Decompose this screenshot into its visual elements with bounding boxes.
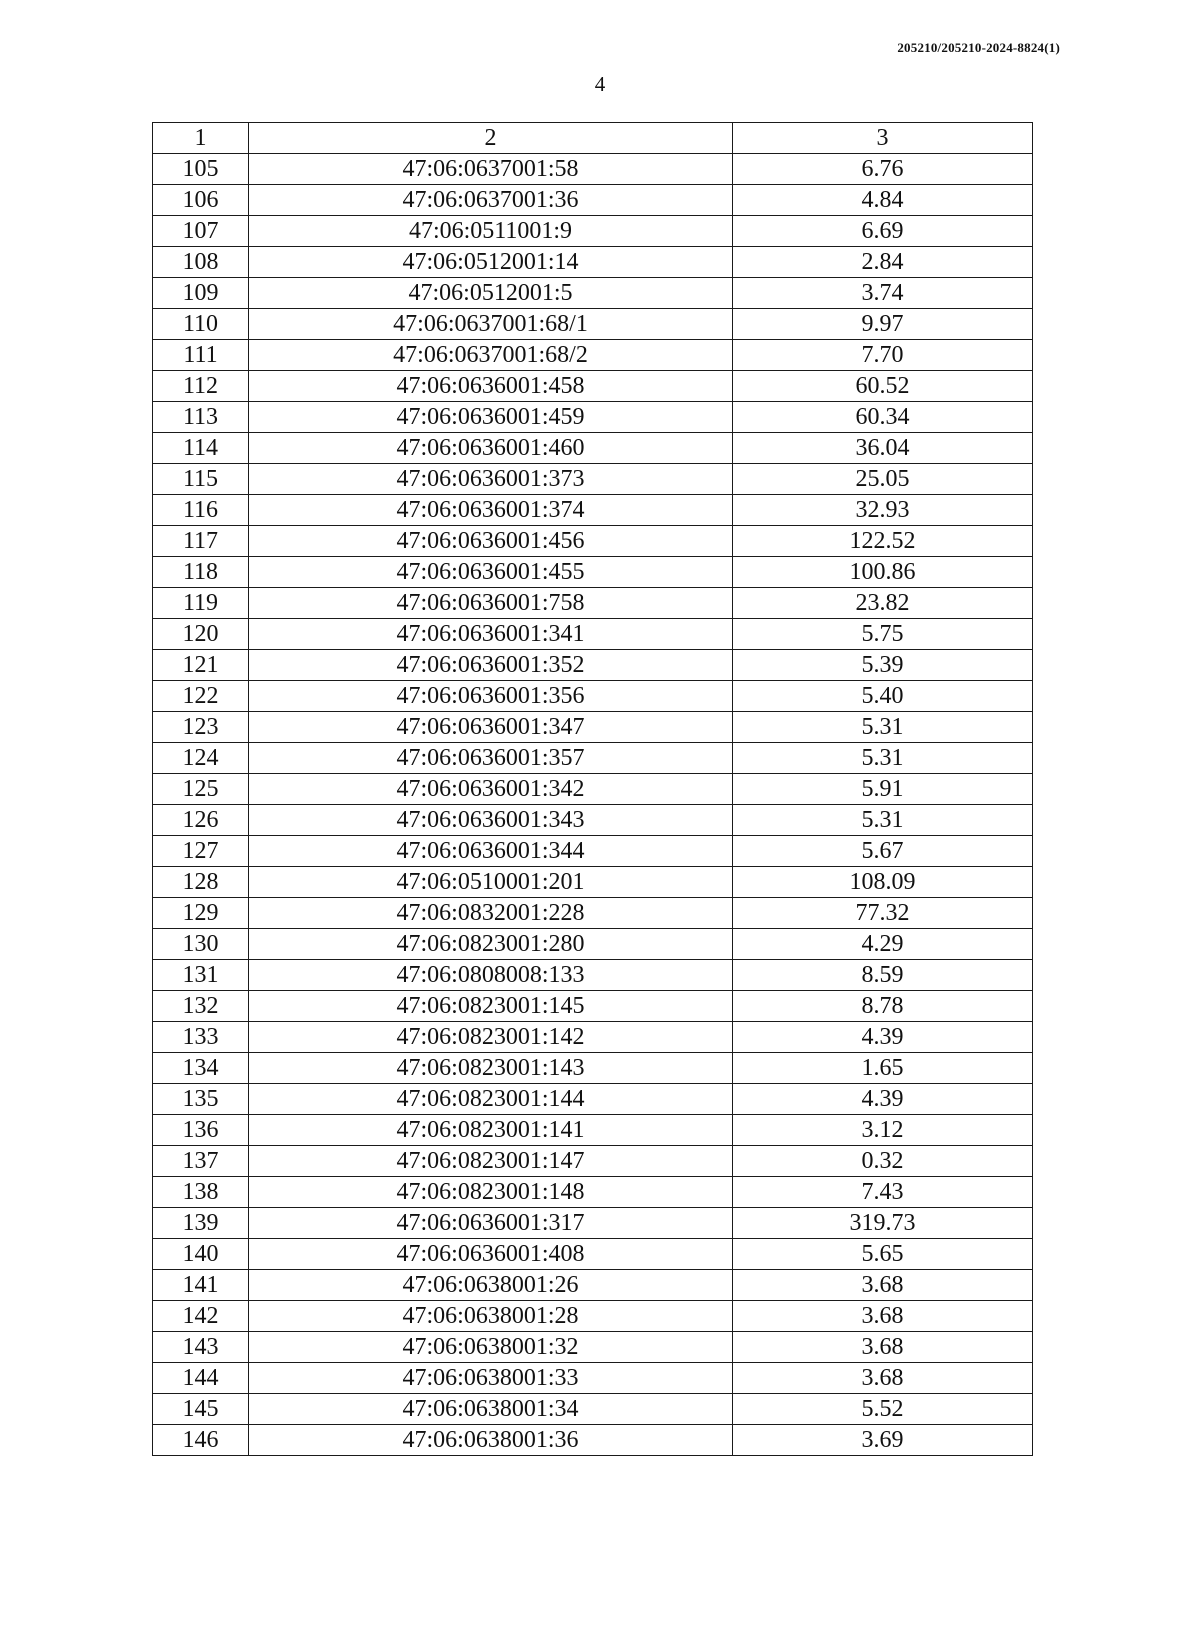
row-number-cell: 132 xyxy=(153,991,249,1022)
cadastral-number-cell: 47:06:0636001:341 xyxy=(249,619,733,650)
cadastral-number-cell: 47:06:0636001:458 xyxy=(249,371,733,402)
cadastral-number-cell: 47:06:0823001:145 xyxy=(249,991,733,1022)
value-cell: 3.68 xyxy=(733,1301,1033,1332)
row-number-cell: 130 xyxy=(153,929,249,960)
row-number-cell: 118 xyxy=(153,557,249,588)
cadastral-number-cell: 47:06:0636001:344 xyxy=(249,836,733,867)
table-row xyxy=(153,1053,1033,1084)
table-row xyxy=(153,650,1033,681)
row-number-cell: 108 xyxy=(153,247,249,278)
row-number-cell: 136 xyxy=(153,1115,249,1146)
row-number-cell: 111 xyxy=(153,340,249,371)
value-cell: 5.31 xyxy=(733,805,1033,836)
value-cell: 100.86 xyxy=(733,557,1033,588)
value-cell: 6.69 xyxy=(733,216,1033,247)
value-cell: 5.52 xyxy=(733,1394,1033,1425)
table-row xyxy=(153,1301,1033,1332)
table-row xyxy=(153,1115,1033,1146)
value-cell: 4.39 xyxy=(733,1084,1033,1115)
data-table xyxy=(152,122,1033,1456)
table-row xyxy=(153,1208,1033,1239)
cadastral-number-cell: 47:06:0636001:459 xyxy=(249,402,733,433)
value-cell: 5.65 xyxy=(733,1239,1033,1270)
table-row xyxy=(153,1394,1033,1425)
value-cell: 2.84 xyxy=(733,247,1033,278)
table-row xyxy=(153,1425,1033,1456)
value-cell: 5.39 xyxy=(733,650,1033,681)
cadastral-number-cell: 47:06:0808008:133 xyxy=(249,960,733,991)
table-row xyxy=(153,960,1033,991)
cadastral-number-cell: 47:06:0823001:147 xyxy=(249,1146,733,1177)
table-row xyxy=(153,309,1033,340)
cadastral-number-cell: 47:06:0636001:317 xyxy=(249,1208,733,1239)
row-number-cell: 139 xyxy=(153,1208,249,1239)
row-number-cell: 143 xyxy=(153,1332,249,1363)
table-row xyxy=(153,433,1033,464)
value-cell: 4.84 xyxy=(733,185,1033,216)
row-number-cell: 145 xyxy=(153,1394,249,1425)
column-header-3: 3 xyxy=(733,123,1033,154)
page-number: 4 xyxy=(594,72,606,96)
column-header-1: 1 xyxy=(153,123,249,154)
cadastral-number-cell: 47:06:0832001:228 xyxy=(249,898,733,929)
cadastral-number-cell: 47:06:0510001:201 xyxy=(249,867,733,898)
table-row xyxy=(153,402,1033,433)
value-cell: 5.31 xyxy=(733,743,1033,774)
table-row xyxy=(153,836,1033,867)
value-cell: 36.04 xyxy=(733,433,1033,464)
cadastral-number-cell: 47:06:0823001:143 xyxy=(249,1053,733,1084)
table-row xyxy=(153,1084,1033,1115)
value-cell: 5.91 xyxy=(733,774,1033,805)
value-cell: 32.93 xyxy=(733,495,1033,526)
cadastral-number-cell: 47:06:0636001:343 xyxy=(249,805,733,836)
value-cell: 3.69 xyxy=(733,1425,1033,1456)
value-cell: 8.78 xyxy=(733,991,1033,1022)
row-number-cell: 112 xyxy=(153,371,249,402)
table-row xyxy=(153,991,1033,1022)
table-row xyxy=(153,681,1033,712)
table-row xyxy=(153,526,1033,557)
cadastral-number-cell: 47:06:0637001:36 xyxy=(249,185,733,216)
cadastral-number-cell: 47:06:0636001:455 xyxy=(249,557,733,588)
row-number-cell: 109 xyxy=(153,278,249,309)
row-number-cell: 134 xyxy=(153,1053,249,1084)
cadastral-number-cell: 47:06:0511001:9 xyxy=(249,216,733,247)
value-cell: 0.32 xyxy=(733,1146,1033,1177)
cadastral-number-cell: 47:06:0636001:352 xyxy=(249,650,733,681)
cadastral-number-cell: 47:06:0637001:68/2 xyxy=(249,340,733,371)
value-cell: 5.67 xyxy=(733,836,1033,867)
cadastral-number-cell: 47:06:0636001:456 xyxy=(249,526,733,557)
cadastral-number-cell: 47:06:0638001:28 xyxy=(249,1301,733,1332)
table-row xyxy=(153,619,1033,650)
row-number-cell: 117 xyxy=(153,526,249,557)
row-number-cell: 107 xyxy=(153,216,249,247)
value-cell: 5.40 xyxy=(733,681,1033,712)
table-row xyxy=(153,867,1033,898)
value-cell: 4.39 xyxy=(733,1022,1033,1053)
value-cell: 60.34 xyxy=(733,402,1033,433)
table-row xyxy=(153,340,1033,371)
cadastral-number-cell: 47:06:0636001:347 xyxy=(249,712,733,743)
cadastral-number-cell: 47:06:0636001:373 xyxy=(249,464,733,495)
cadastral-number-cell: 47:06:0636001:357 xyxy=(249,743,733,774)
value-cell: 3.68 xyxy=(733,1270,1033,1301)
row-number-cell: 146 xyxy=(153,1425,249,1456)
table-row xyxy=(153,929,1033,960)
cadastral-number-cell: 47:06:0636001:356 xyxy=(249,681,733,712)
table-body xyxy=(153,154,1033,1456)
cadastral-number-cell: 47:06:0823001:144 xyxy=(249,1084,733,1115)
row-number-cell: 133 xyxy=(153,1022,249,1053)
row-number-cell: 137 xyxy=(153,1146,249,1177)
row-number-cell: 138 xyxy=(153,1177,249,1208)
value-cell: 60.52 xyxy=(733,371,1033,402)
table-row xyxy=(153,805,1033,836)
cadastral-number-cell: 47:06:0636001:408 xyxy=(249,1239,733,1270)
table-row xyxy=(153,588,1033,619)
table-row xyxy=(153,557,1033,588)
cadastral-number-cell: 47:06:0823001:280 xyxy=(249,929,733,960)
row-number-cell: 115 xyxy=(153,464,249,495)
column-header-2: 2 xyxy=(249,123,733,154)
row-number-cell: 110 xyxy=(153,309,249,340)
row-number-cell: 121 xyxy=(153,650,249,681)
table-row xyxy=(153,278,1033,309)
table-row xyxy=(153,774,1033,805)
table-row xyxy=(153,495,1033,526)
row-number-cell: 116 xyxy=(153,495,249,526)
cadastral-number-cell: 47:06:0638001:33 xyxy=(249,1363,733,1394)
row-number-cell: 141 xyxy=(153,1270,249,1301)
cadastral-number-cell: 47:06:0637001:68/1 xyxy=(249,309,733,340)
cadastral-number-cell: 47:06:0636001:460 xyxy=(249,433,733,464)
value-cell: 77.32 xyxy=(733,898,1033,929)
row-number-cell: 128 xyxy=(153,867,249,898)
value-cell: 5.31 xyxy=(733,712,1033,743)
row-number-cell: 119 xyxy=(153,588,249,619)
row-number-cell: 124 xyxy=(153,743,249,774)
table-row xyxy=(153,1146,1033,1177)
value-cell: 3.12 xyxy=(733,1115,1033,1146)
header-row xyxy=(153,123,1033,154)
row-number-cell: 106 xyxy=(153,185,249,216)
cadastral-number-cell: 47:06:0637001:58 xyxy=(249,154,733,185)
value-cell: 5.75 xyxy=(733,619,1033,650)
table-row xyxy=(153,154,1033,185)
row-number-cell: 120 xyxy=(153,619,249,650)
row-number-cell: 140 xyxy=(153,1239,249,1270)
table-row xyxy=(153,743,1033,774)
value-cell: 4.29 xyxy=(733,929,1033,960)
value-cell: 7.70 xyxy=(733,340,1033,371)
row-number-cell: 127 xyxy=(153,836,249,867)
cadastral-number-cell: 47:06:0636001:374 xyxy=(249,495,733,526)
row-number-cell: 125 xyxy=(153,774,249,805)
table-row xyxy=(153,1270,1033,1301)
value-cell: 8.59 xyxy=(733,960,1033,991)
row-number-cell: 129 xyxy=(153,898,249,929)
cadastral-number-cell: 47:06:0823001:141 xyxy=(249,1115,733,1146)
value-cell: 122.52 xyxy=(733,526,1033,557)
table-header xyxy=(153,123,1033,154)
cadastral-number-cell: 47:06:0638001:26 xyxy=(249,1270,733,1301)
row-number-cell: 105 xyxy=(153,154,249,185)
value-cell: 7.43 xyxy=(733,1177,1033,1208)
cadastral-number-cell: 47:06:0638001:32 xyxy=(249,1332,733,1363)
table-row xyxy=(153,185,1033,216)
table-row xyxy=(153,371,1033,402)
row-number-cell: 135 xyxy=(153,1084,249,1115)
table-row xyxy=(153,898,1033,929)
table-row xyxy=(153,1363,1033,1394)
cadastral-number-cell: 47:06:0636001:758 xyxy=(249,588,733,619)
row-number-cell: 126 xyxy=(153,805,249,836)
cadastral-number-cell: 47:06:0512001:5 xyxy=(249,278,733,309)
value-cell: 1.65 xyxy=(733,1053,1033,1084)
cadastral-number-cell: 47:06:0823001:148 xyxy=(249,1177,733,1208)
cadastral-number-cell: 47:06:0636001:342 xyxy=(249,774,733,805)
cadastral-number-cell: 47:06:0512001:14 xyxy=(249,247,733,278)
cadastral-number-cell: 47:06:0823001:142 xyxy=(249,1022,733,1053)
table-row xyxy=(153,712,1033,743)
row-number-cell: 142 xyxy=(153,1301,249,1332)
table-row xyxy=(153,1332,1033,1363)
row-number-cell: 114 xyxy=(153,433,249,464)
row-number-cell: 131 xyxy=(153,960,249,991)
table-row xyxy=(153,1239,1033,1270)
row-number-cell: 122 xyxy=(153,681,249,712)
table-row xyxy=(153,1177,1033,1208)
row-number-cell: 144 xyxy=(153,1363,249,1394)
value-cell: 3.68 xyxy=(733,1332,1033,1363)
cadastral-number-cell: 47:06:0638001:34 xyxy=(249,1394,733,1425)
table-row xyxy=(153,464,1033,495)
value-cell: 25.05 xyxy=(733,464,1033,495)
value-cell: 6.76 xyxy=(733,154,1033,185)
row-number-cell: 113 xyxy=(153,402,249,433)
document-id: 205210/205210-2024-8824(1) xyxy=(897,40,1060,55)
table-row xyxy=(153,247,1033,278)
value-cell: 3.68 xyxy=(733,1363,1033,1394)
value-cell: 23.82 xyxy=(733,588,1033,619)
row-number-cell: 123 xyxy=(153,712,249,743)
table-row xyxy=(153,216,1033,247)
value-cell: 9.97 xyxy=(733,309,1033,340)
value-cell: 319.73 xyxy=(733,1208,1033,1239)
value-cell: 3.74 xyxy=(733,278,1033,309)
value-cell: 108.09 xyxy=(733,867,1033,898)
cadastral-number-cell: 47:06:0638001:36 xyxy=(249,1425,733,1456)
table-row xyxy=(153,1022,1033,1053)
